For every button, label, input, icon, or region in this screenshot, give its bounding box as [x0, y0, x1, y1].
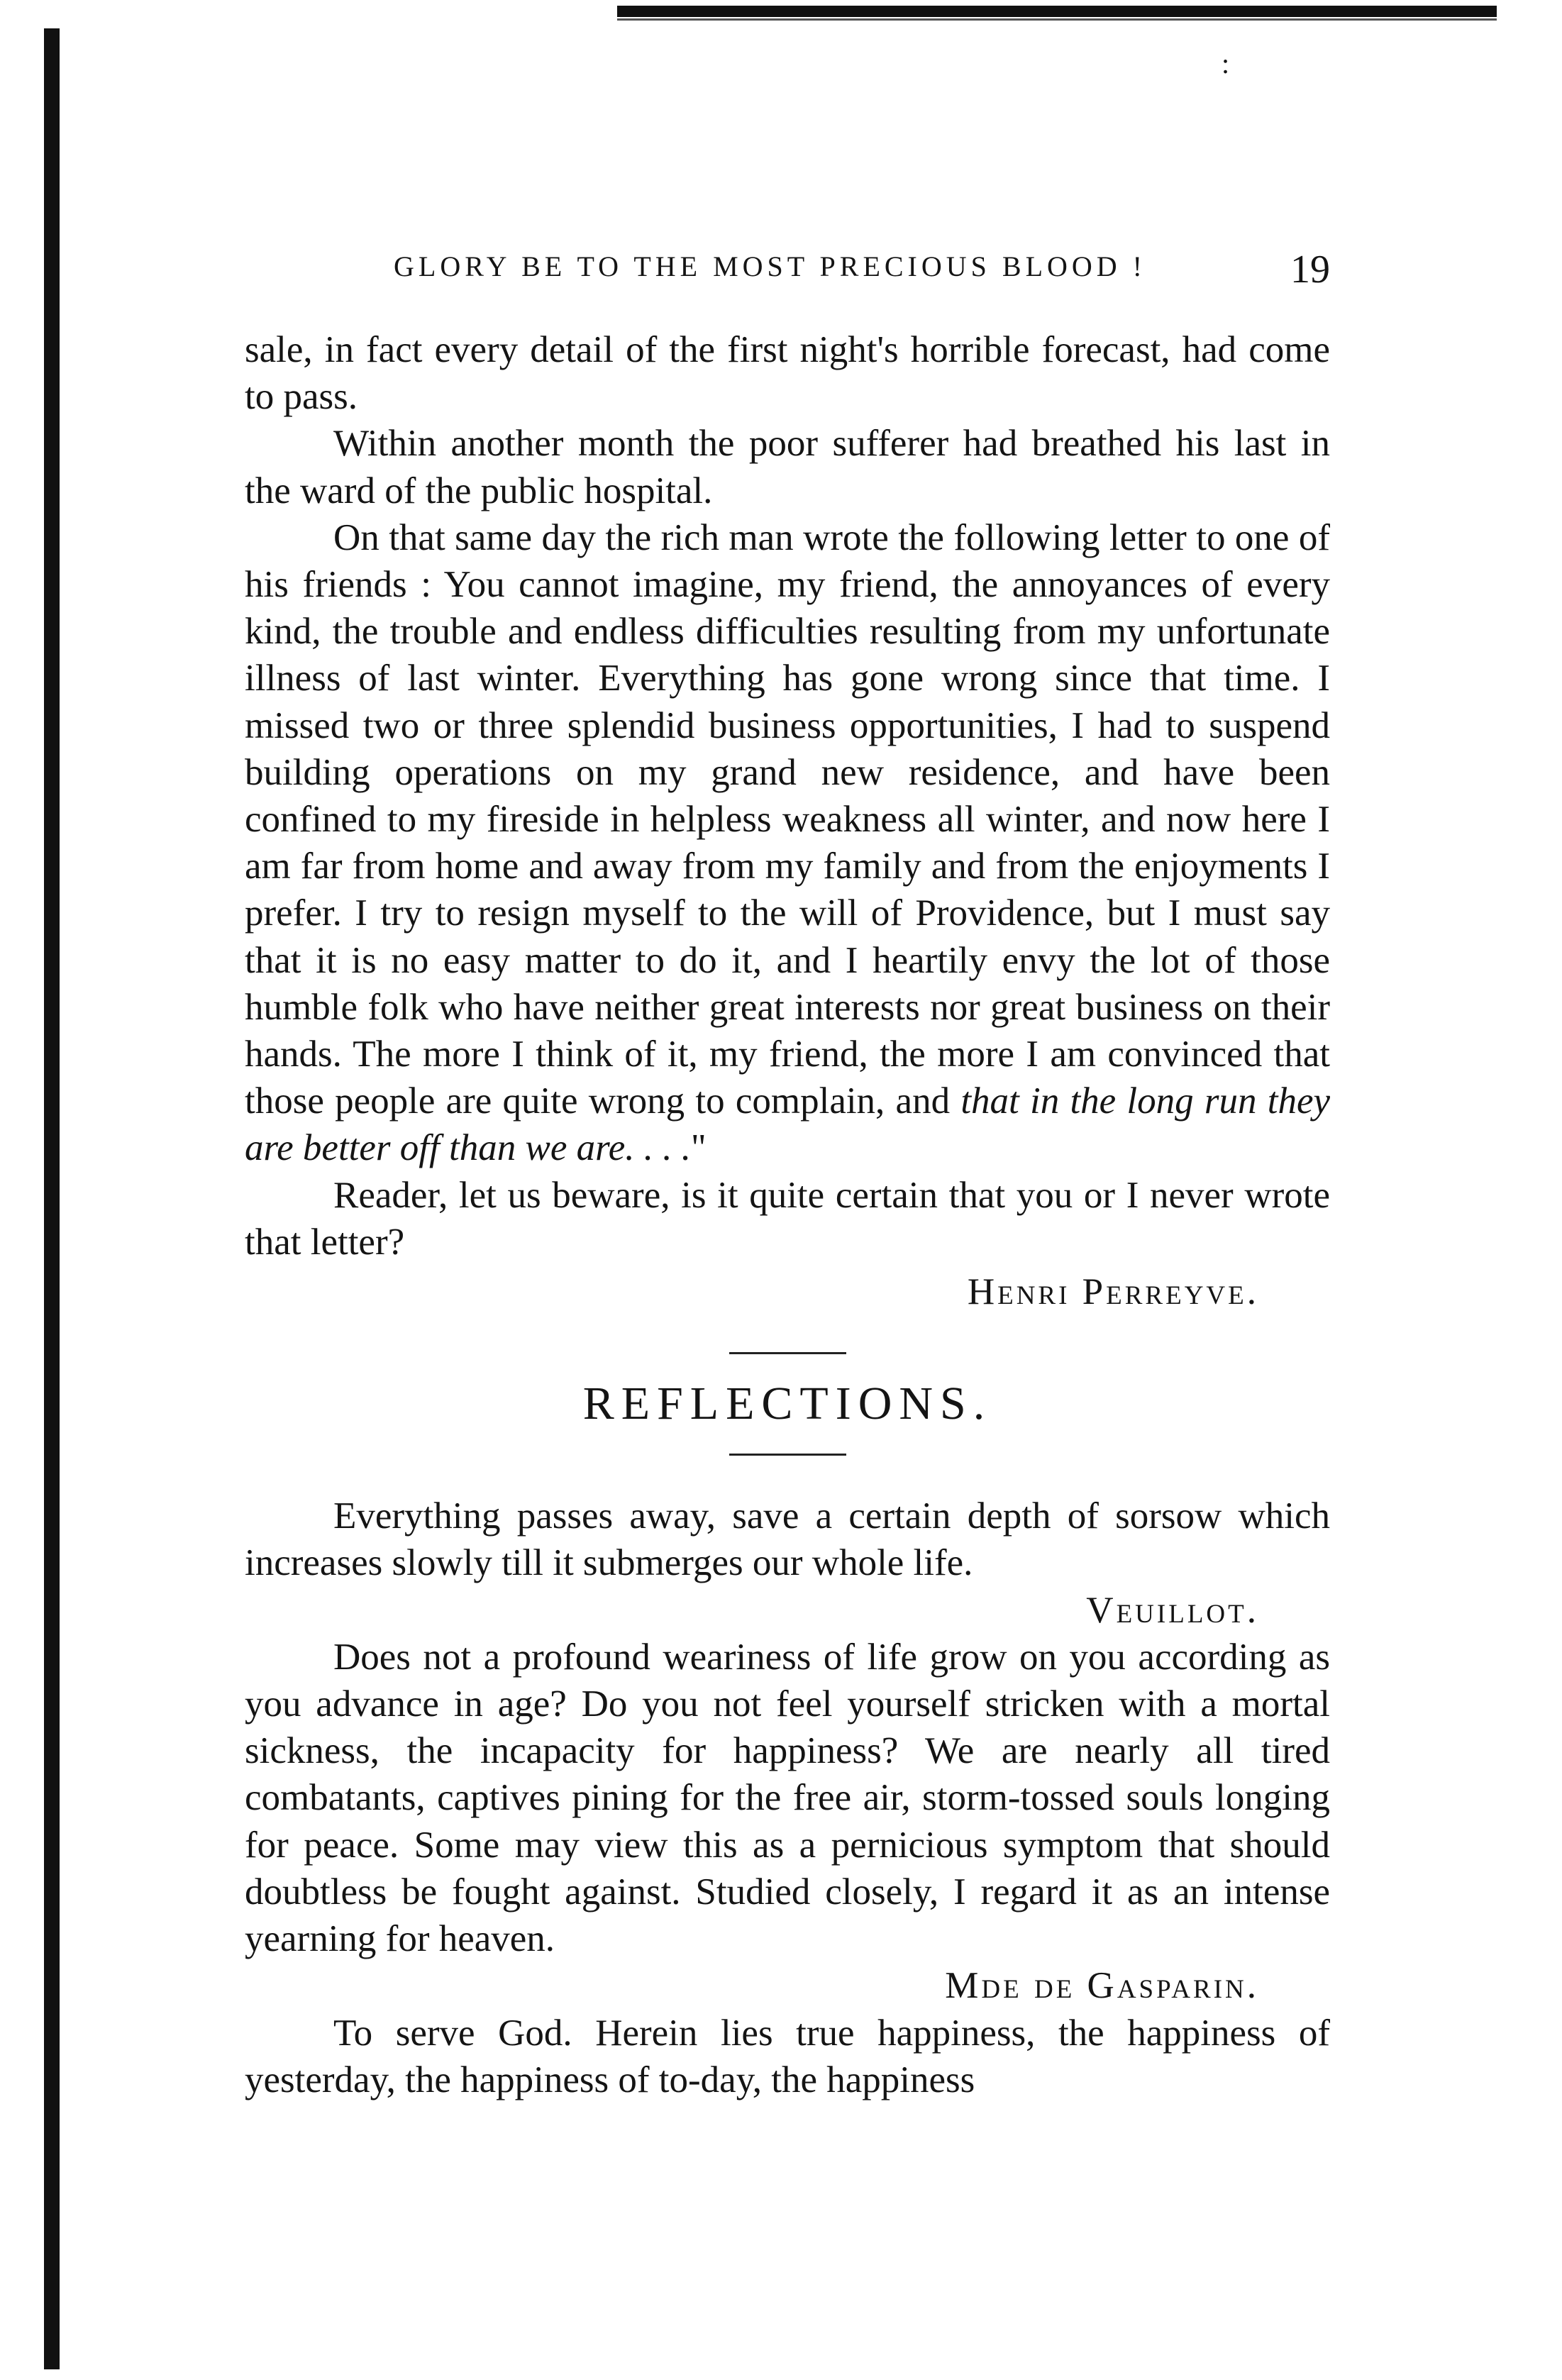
page-number: 19	[1290, 248, 1330, 292]
paragraph-5: Everything passes away, save a certain depth of sorsow which increases slowly till it submerges our whole life.	[245, 1495, 1330, 1584]
letter-italic: that in the long run they are better off than we are. . . .	[245, 1080, 1331, 1169]
letter-text: On that same day the rich man wrote the following letter to one of his friends : You cannot imagine, my friend, the annoyances of every kind, the trouble and endless difficulties resulting from my unfortunate illness of last winter. Everything has gone wrong since that time. I missed two or three splendid business opportunities, I had to suspend building operations on my grand new residence, and have been confined to my fireside in helpless weakness all winter, and now here I am far from home and away from my family and from the enjoyments I prefer. I try to resign myself to the will of Providence, but I must say that it is no easy matter to do it, and I heartily envy the lot of those humble folk who have neither great interests nor great business on their hands. The more I think of it, my friend, the more I am convinced that those people are quite wrong to complain, and	[245, 516, 1330, 1122]
scan-border-left	[44, 28, 60, 2369]
section-heading: REFLECTIONS.	[582, 1378, 992, 1430]
paragraph-7: To serve God. Herein lies true happiness, the happiness of yesterday, the happiness of to-day, the happiness	[245, 2012, 1330, 2101]
running-head	[245, 250, 1330, 292]
paragraph-6: Does not a profound weariness of life grow on you according as you advance in age? Do you not feel yourself stricken with a mortal sickness, the incapacity for happiness? We are nearly all tired combatants, captives pining for the free air, storm-tossed souls longing for peace. Some may view this as a pernicious symptom that should doubtless be fought against. Studied closely, I regard it as an intense yearning for heaven.	[245, 1636, 1330, 1960]
signature-perreyve: Henri Perreyve.	[967, 1271, 1259, 1313]
running-title: GLORY BE TO THE MOST PRECIOUS BLOOD !	[394, 250, 1146, 282]
page-body	[245, 326, 1330, 2103]
scan-border-top	[617, 6, 1497, 17]
paragraph-1: sale, in fact every detail of the first night's horrible forecast, had come to pass.	[245, 329, 1330, 418]
paragraph-3	[245, 514, 1330, 1172]
signature-gasparin: Mde de Gasparin.	[945, 1965, 1259, 2007]
paragraph-4: Reader, let us beware, is it quite certain that you or I never wrote that letter?	[245, 1174, 1330, 1263]
signature-veuillot: Veuillot.	[1086, 1589, 1259, 1631]
scan-border-top-thin	[617, 18, 1497, 21]
paragraph-2: Within another month the poor sufferer had breathed his last in the ward of the public hospital.	[245, 423, 1330, 511]
scan-speck: :	[1222, 48, 1230, 79]
closing-quote: "	[691, 1127, 707, 1169]
